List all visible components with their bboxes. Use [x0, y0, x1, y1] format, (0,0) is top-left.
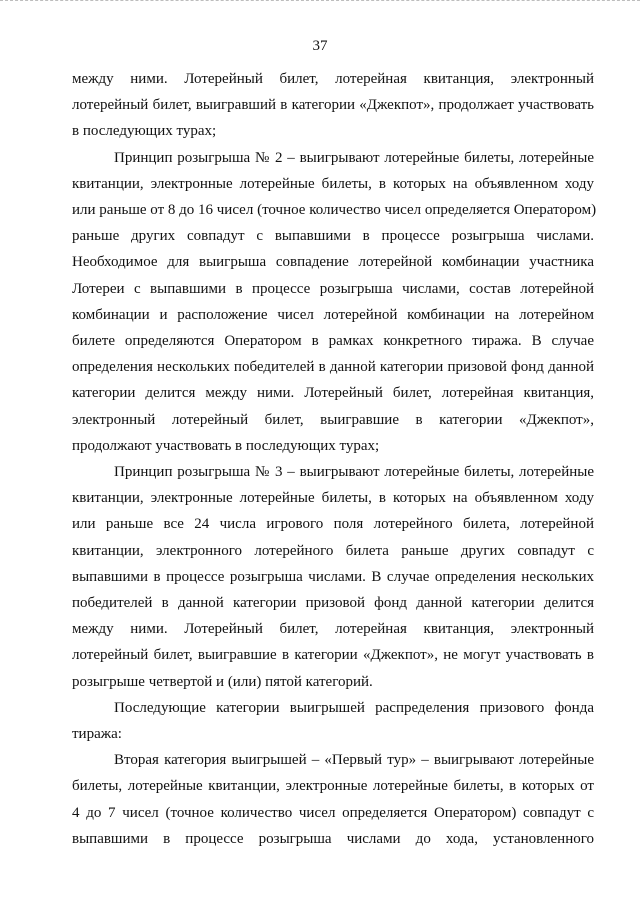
text-line: победителей в данной категории призовой фонд данной категории делится: [72, 595, 594, 612]
text-line: раньше других совпадут с выпавшими в процессе розыгрыша числами.: [72, 228, 594, 245]
text-line: Принцип розыгрыша № 2 – выигрывают лотерейные билеты, лотерейные: [114, 149, 594, 166]
text-line: продолжают участвовать в последующих турах;: [72, 437, 380, 454]
text-line: квитанции, электронные лотерейные билеты, в которых на объявленном ходу: [72, 175, 594, 192]
text-line: или раньше от 8 до 16 чисел (точное количество чисел определяется Оператором): [72, 202, 597, 219]
text-line: билете определяются Оператором в рамках конкретного тиража. В случае: [72, 333, 594, 350]
text-line: между ними. Лотерейный билет, лотерейная квитанция, электронный: [72, 621, 594, 638]
text-line: Лотереи с выпавшими в процессе розыгрыша числами, состав лотерейной: [72, 280, 594, 297]
text-line: определения нескольких победителей в данной категории призовой фонд данной: [72, 359, 594, 376]
text-line: выпавшими в процессе розыгрыша числами. В случае определения нескольких: [72, 568, 594, 585]
text-line: категории делится между ними. Лотерейный билет, лотерейная квитанция,: [72, 385, 594, 402]
paragraph: [72, 695, 594, 747]
text-line: Принцип розыгрыша № 3 – выигрывают лотерейные билеты, лотерейные: [114, 464, 594, 481]
text-line: тиража:: [72, 726, 122, 743]
text-line: выпавшими в процессе розыгрыша числами до хода, установленного: [72, 830, 594, 847]
paragraph: [72, 747, 594, 852]
paragraph: [72, 66, 594, 145]
text-line: или раньше все 24 числа игрового поля лотерейного билета, лотерейной: [72, 516, 594, 533]
text-line: розыгрыше четвертой и (или) пятой категорий.: [72, 673, 373, 690]
text-line: лотерейный билет, выигравшие в категории «Джекпот», не могут участвовать в: [72, 647, 594, 664]
text-line: Вторая категория выигрышей – «Первый тур» – выигрывают лотерейные: [114, 752, 594, 769]
text-line: комбинации и расположение чисел лотерейной комбинации на лотерейном: [72, 306, 594, 323]
paragraph: [72, 459, 594, 695]
text-line: Последующие категории выигрышей распределения призового фонда: [114, 699, 594, 716]
text-line: в последующих турах;: [72, 123, 217, 140]
paragraph: [72, 145, 597, 459]
text-line: квитанции, электронного лотерейного билета раньше других совпадут с: [72, 542, 594, 559]
text-line: билеты, лотерейные квитанции, электронные лотерейные билеты, в которых от: [72, 778, 594, 795]
text-line: 4 до 7 чисел (точное количество чисел определяется Оператором) совпадут с: [72, 804, 594, 821]
text-line: Необходимое для выигрыша совпадение лотерейной комбинации участника: [72, 254, 594, 271]
text-line: лотерейный билет, выигравший в категории «Джекпот», продолжает участвовать: [72, 97, 594, 114]
text-line: электронный лотерейный билет, выигравшие в категории «Джекпот»,: [72, 411, 594, 428]
page-number: 37: [312, 38, 328, 54]
text-line: квитанции, электронные лотерейные билеты, в которых на объявленном ходу: [72, 490, 594, 507]
page-top-edge: [0, 0, 640, 3]
document-body: [72, 66, 597, 852]
text-line: между ними. Лотерейный билет, лотерейная квитанция, электронный: [72, 71, 594, 87]
